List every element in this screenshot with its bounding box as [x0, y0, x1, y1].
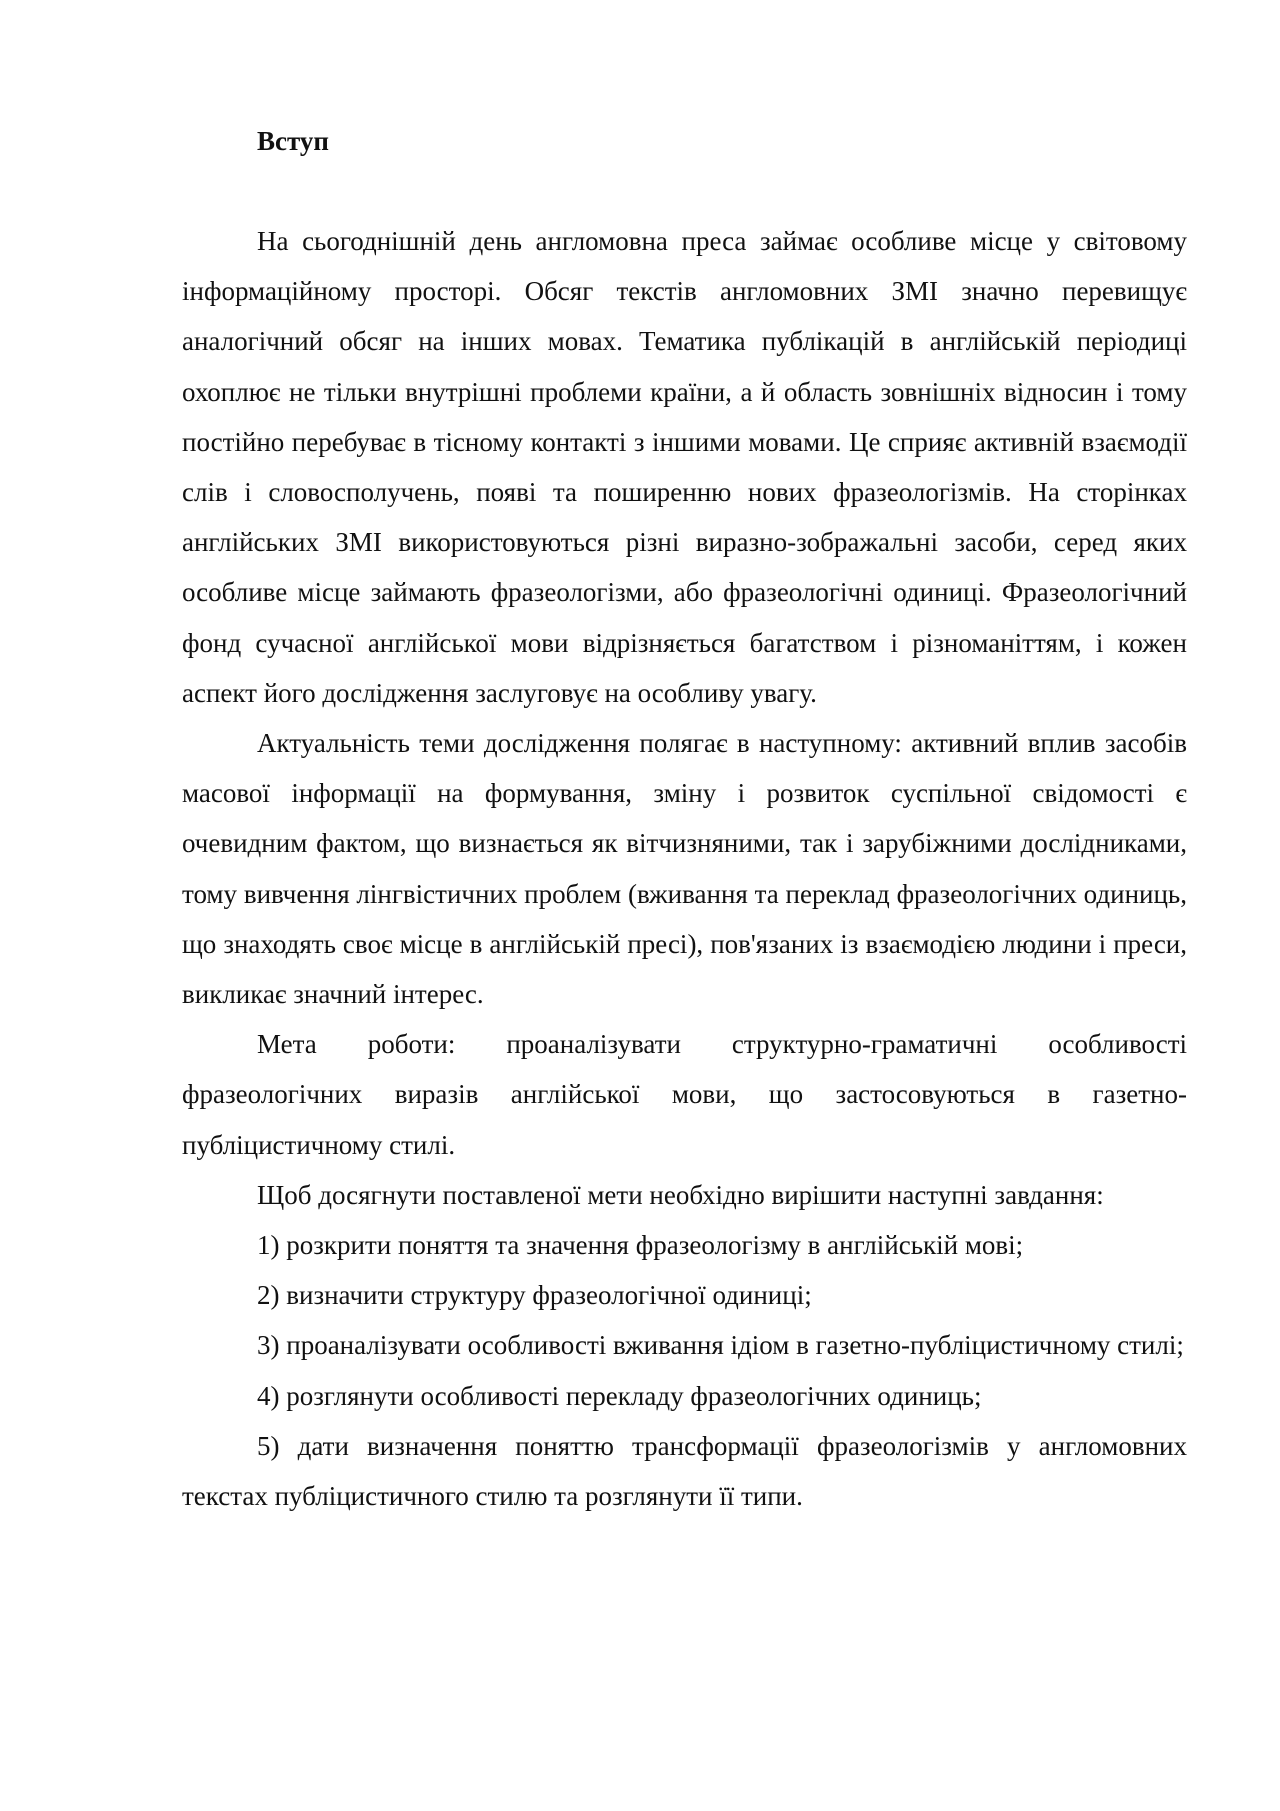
paragraph-relevance: Актуальність теми дослідження полягає в наступному: активний вплив засобів масової інформації на формування, зміну і розвиток суспільної свідомості є очевидним фактом, що визнається як вітчизняними, так і зарубіжними дослідниками, тому вивчення лінгвістичних проблем (вживання та переклад фразеологічних одиниць, що знаходять своє місце в англійській пресі), пов'язаних із взаємодією людини і преси, викликає значний інтерес. [182, 728, 1187, 1010]
heading-spacer [182, 166, 1187, 216]
paragraph-goal: Мета роботи: проаналізувати структурно-граматичні особливості фразеологічних виразів англійської мови, що застосовуються в газетно-публіцистичному стилі. [182, 1029, 1187, 1160]
paragraph-tasks-intro: Щоб досягнути поставленої мети необхідно вирішити наступні завдання: [257, 1179, 1104, 1210]
task-item-4: 4) розглянути особливості перекладу фразеологічних одиниць; [257, 1380, 982, 1411]
task-item-1: 1) розкрити поняття та значення фразеологізму в англійській мові; [257, 1230, 1024, 1261]
task-item-2: 2) визначити структуру фразеологічної одиниці; [257, 1280, 812, 1311]
paragraph-intro: На сьогоднішній день англомовна преса займає особливе місце у світовому інформаційному просторі. Обсяг текстів англомовних ЗМІ значно перевищує аналогічний обсяг на інших мовах. Тематика публікацій в англійській періодиці охоплює не тільки внутрішні проблеми країни, а й область зовнішніх відносин і тому постійно перебуває в тісному контакті з іншими мовами. Це сприяє активній взаємодії слів і словосполучень, появі та поширенню нових фразеологізмів. На сторінках англійських ЗМІ використовуються різні виразно-зображальні засоби, серед яких особливе місце займають фразеологізми, або фразеологічні одиниці. Фразеологічний фонд сучасної англійської мови відрізняється багатством і різноманіттям, і кожен аспект його дослідження заслуговує на особливу увагу. [182, 226, 1187, 708]
section-heading: Вступ [257, 126, 329, 156]
document-body [182, 116, 1187, 1521]
task-item-5: 5) дати визначення поняттю трансформації фразеологізмів у англомовних текстах публіцистичного стилю та розглянути її типи. [182, 1430, 1187, 1512]
task-item-3: 3) проаналізувати особливості вживання ідіом в газетно-публіцистичному стилі; [257, 1330, 1184, 1361]
